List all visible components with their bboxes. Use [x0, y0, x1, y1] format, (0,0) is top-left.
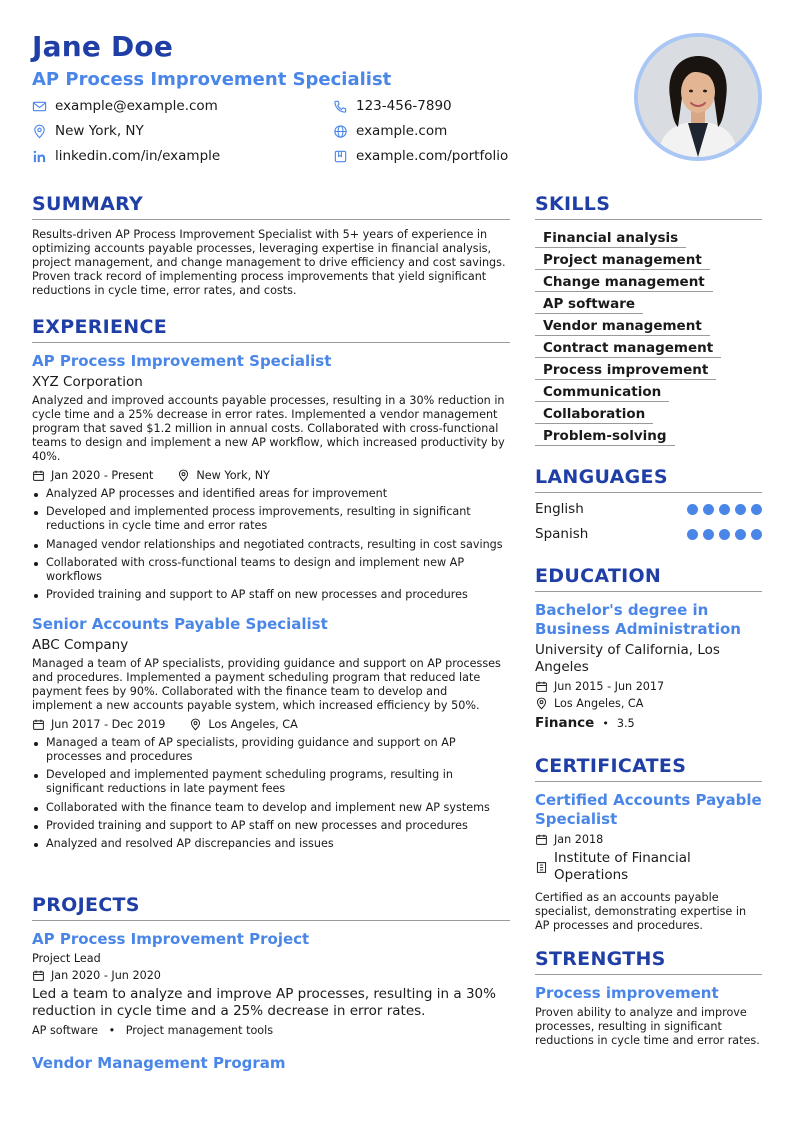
- education-location: Los Angeles, CA: [554, 697, 644, 710]
- project-role: Project Lead: [32, 952, 101, 965]
- portfolio-text: example.com/portfolio: [356, 148, 509, 164]
- job-meta: [32, 718, 510, 731]
- certificate-date: Jan 2018: [554, 833, 604, 846]
- skill-item: Process improvement: [535, 362, 716, 380]
- summary-heading: SUMMARY: [32, 193, 510, 220]
- mail-icon: [32, 99, 47, 114]
- list-item: Collaborated with cross-functional teams to design and implement new AP workflows: [32, 556, 510, 584]
- education-dates-row: [535, 680, 762, 693]
- language-level-dots: [682, 504, 762, 515]
- level-dot: [687, 529, 698, 540]
- job-bullets: [32, 736, 510, 851]
- project-title: Vendor Management Program: [32, 1054, 286, 1072]
- contact-email[interactable]: [32, 98, 218, 114]
- language-level-dots: [682, 529, 762, 540]
- skill-item: AP software: [535, 296, 643, 314]
- phone-icon: [333, 99, 348, 114]
- level-dot: [735, 504, 746, 515]
- language-name: English: [535, 501, 584, 517]
- project-description: Led a team to analyze and improve AP processes, resulting in a 30% reduction in cycle time and a 25% decrease in error rates.: [32, 986, 496, 1019]
- list-item: Analyzed AP processes and identified areas for improvement: [32, 487, 510, 501]
- list-item: Provided training and support to AP staff on new processes and procedures: [32, 588, 510, 602]
- strength-title: Process improvement: [535, 984, 719, 1002]
- job-title: AP Process Improvement Specialist: [32, 352, 332, 370]
- job-description: Managed a team of AP specialists, providing guidance and support on AP processes and procedures. Implemented a payment scheduling program that reduced late payment fees by 90%. Collaborated with the finance team to develop and implement a new accounts payable system, which increased efficiency by 50%.: [32, 657, 501, 713]
- job-location: New York, NY: [196, 469, 270, 482]
- job-entry: [32, 615, 510, 851]
- list-item: Provided training and support to AP staff on new processes and procedures: [32, 819, 510, 833]
- skills-list: [535, 227, 762, 447]
- languages-heading: LANGUAGES: [535, 466, 762, 493]
- job-dates: Jun 2017 - Dec 2019: [51, 718, 166, 732]
- projects-section: [32, 894, 510, 1072]
- phone-text: 123-456-7890: [356, 98, 452, 114]
- skill-item: Change management: [535, 274, 713, 292]
- project-dates: Jan 2020 - Jun 2020: [51, 969, 161, 982]
- certificate-description: Certified as an accounts payable specialist, demonstrating expertise in AP processes and procedures.: [535, 891, 747, 932]
- language-row: [535, 526, 762, 542]
- job-location: Los Angeles, CA: [208, 718, 298, 732]
- job-description: Analyzed and improved accounts payable processes, resulting in a 30% reduction in cycle time and a 25% decrease in error rates. Implemented a vendor management program that saved $1.2 million in annual costs. Collaborated with cross-functional teams to design and implement a new AP workflow, which increased productivity by 40%.: [32, 394, 505, 463]
- location-pin-icon: [535, 697, 548, 710]
- level-dot: [735, 529, 746, 540]
- project-tool: Project management tools: [125, 1024, 274, 1037]
- education-field-row: Finance • 3.5: [535, 715, 635, 731]
- website-text: example.com: [356, 123, 448, 139]
- contact-location: [32, 123, 144, 139]
- certificate-title: Certified Accounts Payable Specialist: [535, 791, 762, 828]
- skill-item: Contract management: [535, 340, 721, 358]
- calendar-icon: [32, 969, 45, 982]
- calendar-icon: [32, 718, 45, 731]
- experience-heading: EXPERIENCE: [32, 316, 510, 343]
- education-section: [535, 565, 762, 731]
- skill-item: Problem-solving: [535, 428, 675, 446]
- skill-item: Vendor management: [535, 318, 710, 336]
- contact-website[interactable]: [333, 123, 447, 139]
- linkedin-text: linkedin.com/in/example: [55, 148, 221, 164]
- job-company: ABC Company: [32, 637, 129, 654]
- contact-phone[interactable]: [333, 98, 452, 114]
- education-field: Finance: [535, 715, 595, 731]
- education-gpa: 3.5: [616, 716, 635, 730]
- contact-portfolio[interactable]: [333, 148, 508, 164]
- resume-name: Jane Doe: [32, 30, 174, 63]
- calendar-icon: [535, 833, 548, 846]
- strengths-section: [535, 948, 762, 1048]
- certificate-issuer-row: [535, 850, 762, 884]
- globe-icon: [333, 124, 348, 139]
- skills-heading: SKILLS: [535, 193, 762, 220]
- job-title: Senior Accounts Payable Specialist: [32, 615, 328, 634]
- avatar-portrait: [638, 37, 758, 157]
- certificate-issuer: Institute of Financial Operations: [554, 850, 691, 883]
- level-dot: [719, 529, 730, 540]
- list-item: Collaborated with the finance team to develop and implement new AP systems: [32, 801, 510, 815]
- level-dot: [703, 504, 714, 515]
- project-tools: AP software • Project management tools: [32, 1024, 274, 1037]
- list-item: Managed a team of AP specialists, providing guidance and support on AP processes and procedures: [32, 736, 510, 764]
- portfolio-icon: [333, 149, 348, 164]
- education-dates: Jun 2015 - Jun 2017: [554, 680, 665, 693]
- certificates-section: [535, 755, 762, 933]
- job-meta: [32, 469, 510, 482]
- level-dot: [703, 529, 714, 540]
- calendar-icon: [32, 469, 45, 482]
- job-company: XYZ Corporation: [32, 374, 143, 390]
- strength-description: Proven ability to analyze and improve processes, resulting in significant reductions in cycle time and error rates.: [535, 1006, 760, 1047]
- contact-linkedin[interactable]: [32, 148, 220, 164]
- certificates-heading: CERTIFICATES: [535, 755, 762, 782]
- language-name: Spanish: [535, 526, 589, 542]
- job-bullets: [32, 487, 510, 602]
- education-degree: Bachelor's degree in Business Administration: [535, 601, 741, 638]
- skill-item: Project management: [535, 252, 710, 270]
- languages-section: [535, 466, 762, 542]
- building-icon: [535, 861, 548, 874]
- skill-item: Collaboration: [535, 406, 653, 424]
- level-dot: [687, 504, 698, 515]
- calendar-icon: [535, 680, 548, 693]
- education-location-row: [535, 697, 762, 710]
- resume-title: AP Process Improvement Specialist: [32, 69, 392, 90]
- education-heading: EDUCATION: [535, 565, 762, 592]
- list-item: Developed and implemented payment scheduling programs, resulting in significant reductions in late payment fees: [32, 768, 510, 796]
- skill-item: Communication: [535, 384, 669, 402]
- summary-section: [32, 193, 510, 298]
- projects-heading: PROJECTS: [32, 894, 510, 921]
- linkedin-icon: [32, 149, 47, 164]
- education-school: University of California, Los Angeles: [535, 642, 720, 675]
- level-dot: [751, 529, 762, 540]
- location-pin-icon: [32, 124, 47, 139]
- project-tool: AP software: [32, 1024, 98, 1037]
- certificate-date-row: [535, 833, 762, 846]
- experience-section: [32, 316, 510, 856]
- level-dot: [751, 504, 762, 515]
- language-row: [535, 501, 762, 517]
- job-entry: [32, 352, 510, 602]
- job-dates: Jan 2020 - Present: [51, 469, 154, 482]
- location-pin-icon: [177, 469, 190, 482]
- list-item: Managed vendor relationships and negotiated contracts, resulting in cost savings: [32, 538, 510, 552]
- location-text: New York, NY: [55, 123, 144, 139]
- list-item: Analyzed and resolved AP discrepancies and issues: [32, 837, 510, 851]
- skills-section: [535, 193, 762, 447]
- location-pin-icon: [189, 718, 202, 731]
- project-meta: [32, 969, 510, 982]
- profile-photo: [634, 33, 762, 161]
- list-item: Developed and implemented process improvements, resulting in significant reductions in cycle time and error rates: [32, 505, 510, 533]
- email-text: example@example.com: [55, 98, 218, 114]
- strengths-heading: STRENGTHS: [535, 948, 762, 975]
- summary-text: Results-driven AP Process Improvement Specialist with 5+ years of experience in optimizing accounts payable processes, leveraging expertise in financial analysis, project management, and change management to drive efficiency and cost savings. Proven track record of implementing process improvements that yield significant reductions in cycle time, error rates, and costs.: [32, 228, 506, 297]
- level-dot: [719, 504, 730, 515]
- skill-item: Financial analysis: [535, 230, 686, 248]
- project-title: AP Process Improvement Project: [32, 930, 310, 948]
